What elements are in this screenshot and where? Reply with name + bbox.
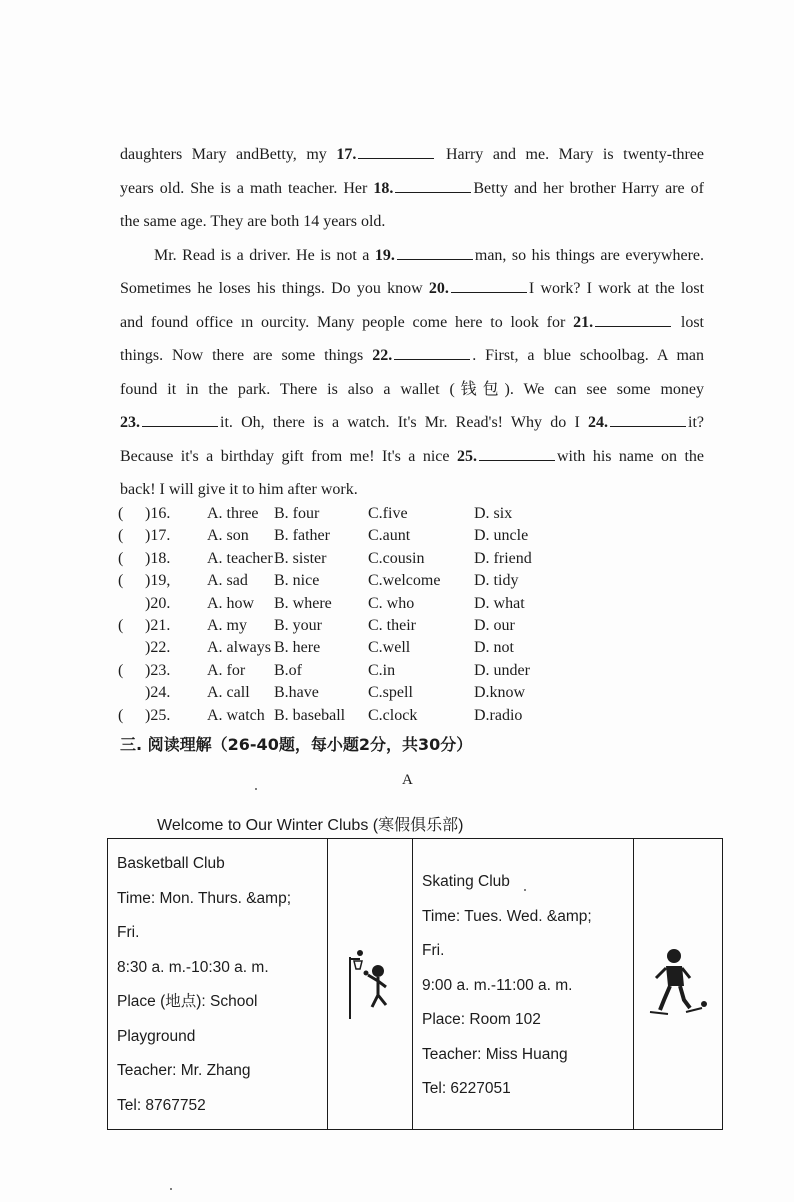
passage-line: years old. She is a math teacher. Her 18. Betty and her brother Harry are of: [120, 179, 705, 197]
option-d[interactable]: D. six: [474, 505, 513, 522]
option-a[interactable]: A. always: [207, 639, 271, 657]
skating-club-cell: [413, 839, 634, 1130]
passage-line: Because it's a birthday gift from me! It's a nice 25. with his name on the: [120, 447, 704, 465]
option-a[interactable]: A. for: [207, 661, 246, 679]
club-teacher: Teacher: Miss Huang: [422, 1045, 568, 1063]
option-d[interactable]: D. friend: [474, 549, 532, 567]
passage-line: Sometimes he loses his things. Do you know 20. I work? I work at the lost: [120, 280, 705, 297]
skater-icon: [646, 948, 710, 1020]
club-days: Fri.: [117, 924, 140, 941]
option-d[interactable]: D. not: [474, 639, 514, 657]
club-time: Time: Mon. Thurs. &amp;: [117, 889, 291, 907]
option-b[interactable]: B. your: [274, 616, 322, 634]
club-tel: Tel: 6227051: [422, 1080, 511, 1097]
club-time: Time: Tues. Wed. &amp;: [422, 907, 592, 925]
passage-line: found it in the park. There is also a wallet (钱包). We can see some money: [120, 380, 704, 398]
club-hours: 9:00 a. m.-11:00 a. m.: [422, 976, 573, 994]
answer-blank-21[interactable]: [595, 312, 671, 327]
clubs-title: Welcome to Our Winter Clubs (寒假俱乐部): [157, 817, 464, 834]
club-place: Place: Room 102: [422, 1011, 541, 1028]
passage-line: and found office ın ourcity. Many people come here to look for 21. lost: [120, 313, 704, 331]
speck: [255, 788, 257, 790]
section-heading: 三. 阅读理解（26-40题，每小题2分，共30分）: [120, 735, 473, 754]
passage-line: daughters Mary andBetty, my 17. Harry and me. Mary is twenty-three: [120, 146, 705, 163]
option-c[interactable]: C.cousin: [368, 549, 425, 567]
club-days: Fri.: [422, 942, 445, 959]
option-a[interactable]: A. three: [207, 505, 259, 522]
speck: [170, 1188, 172, 1190]
option-d[interactable]: D. what: [474, 594, 525, 612]
option-c[interactable]: C.well: [368, 639, 411, 657]
option-c[interactable]: C. their: [368, 616, 416, 634]
answer-blank-23[interactable]: [142, 412, 218, 427]
option-d[interactable]: D.know: [474, 684, 526, 702]
option-b[interactable]: B.of: [274, 661, 302, 679]
club-place-cont: Playground: [117, 1027, 196, 1045]
option-b[interactable]: B. four: [274, 505, 320, 522]
basketball-image-cell: [328, 839, 413, 1130]
passage-line: the same age. They are both 14 years old.: [120, 213, 386, 230]
answer-blank-20[interactable]: [451, 278, 527, 293]
answer-blank-25[interactable]: [479, 446, 555, 461]
basketball-club-cell: [108, 839, 328, 1130]
cloze-passage: [120, 138, 704, 507]
option-b[interactable]: B. nice: [274, 572, 320, 590]
option-c[interactable]: C.clock: [368, 706, 418, 724]
clubs-table: [107, 838, 723, 1130]
option-c[interactable]: C.aunt: [368, 527, 411, 545]
answer-blank-19[interactable]: [397, 245, 473, 260]
option-d[interactable]: D. uncle: [474, 527, 529, 545]
passage-line: 23. it. Oh, there is a watch. It's Mr. Read's! Why do I 24. it?: [120, 414, 704, 431]
option-b[interactable]: B.have: [274, 684, 319, 702]
option-a[interactable]: A. how: [207, 594, 255, 612]
club-name: Basketball Club: [117, 855, 225, 872]
answer-blank-18[interactable]: [395, 178, 471, 193]
option-a[interactable]: A. call: [207, 684, 250, 702]
answer-blank-22[interactable]: [394, 345, 470, 360]
option-b[interactable]: B. baseball: [274, 706, 346, 724]
option-b[interactable]: B. where: [274, 594, 332, 612]
skating-image-cell: [634, 839, 723, 1130]
section-letter-mark: A: [402, 772, 413, 788]
option-d[interactable]: D. tidy: [474, 572, 519, 590]
club-tel: Tel: 8767752: [117, 1096, 206, 1114]
club-place: Place (地点): School: [117, 993, 258, 1010]
club-hours: 8:30 a. m.-10:30 a. m.: [117, 958, 269, 976]
option-a[interactable]: A. sad: [207, 572, 248, 590]
option-c[interactable]: C.in: [368, 661, 396, 679]
option-b[interactable]: B. father: [274, 527, 330, 545]
answer-blank-17[interactable]: [358, 144, 434, 159]
option-a[interactable]: A. my: [207, 616, 247, 634]
option-a[interactable]: A. son: [207, 527, 249, 545]
option-d[interactable]: D. under: [474, 661, 530, 679]
option-c[interactable]: C.five: [368, 505, 408, 522]
option-d[interactable]: D.radio: [474, 706, 523, 724]
option-c[interactable]: C.welcome: [368, 572, 441, 590]
option-a[interactable]: A. teacher: [207, 549, 273, 567]
answer-blank-24[interactable]: [610, 412, 686, 427]
passage-line: things. Now there are some things 22. . First, a blue schoolbag. A man: [120, 347, 705, 364]
club-teacher: Teacher: Mr. Zhang: [117, 1062, 251, 1079]
option-b[interactable]: B. sister: [274, 549, 327, 567]
option-c[interactable]: C. who: [368, 594, 415, 612]
option-c[interactable]: C.spell: [368, 684, 413, 702]
club-name: Skating Club: [422, 873, 510, 890]
passage-line: Mr. Read is a driver. He is not a 19. man, so his things are everywhere.: [154, 246, 705, 264]
option-a[interactable]: A. watch: [207, 706, 265, 724]
passage-line: back! I will give it to him after work.: [120, 481, 358, 498]
option-d[interactable]: D. our: [474, 616, 515, 634]
basketball-player-icon: [340, 949, 400, 1019]
option-b[interactable]: B. here: [274, 639, 321, 657]
